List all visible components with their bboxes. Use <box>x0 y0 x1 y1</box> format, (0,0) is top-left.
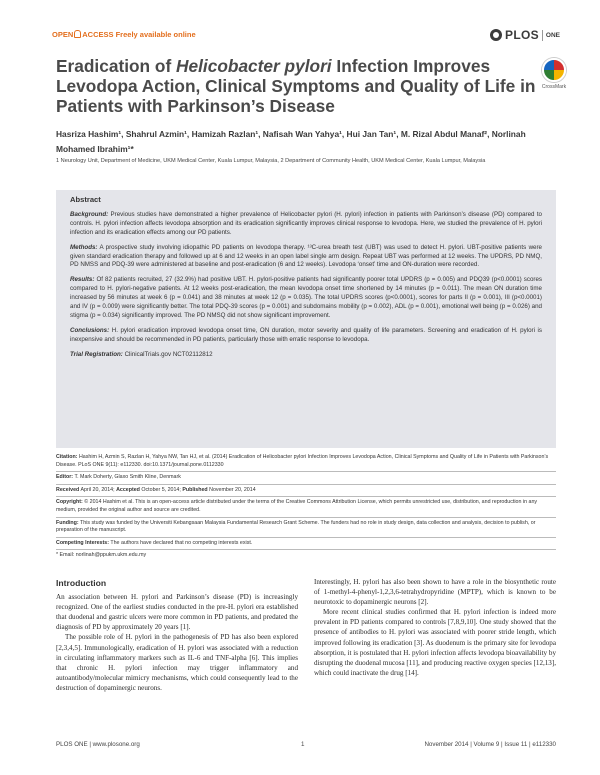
abstract-box <box>56 190 556 448</box>
journal-subname: ONE <box>545 31 560 39</box>
intro-paragraph: An association between H. pylori and Parkinson’s disease (PD) is increasingly recognized. One of the earliest studies conducted in the pre-H. pylori era established that duodenal and gastric ulcers were more common in PD patients, and predated the diagnosis of PD by approximately 20 years [1]. <box>56 593 298 632</box>
abstract-conclusions: Conclusions: H. pylori eradication improved levodopa onset time, ON duration, motor severity and quality of life parameters. Screening and eradication of H. pylori is inexpensive and should be recommended in PD patients, particularly those with erratic response to levodopa. <box>70 326 542 343</box>
dates: Received April 20, 2014; Accepted October 5, 2014; Published November 20, 2014 <box>56 485 556 498</box>
footer-issue-info: November 2014 | Volume 9 | Issue 11 | e112330 <box>424 741 556 748</box>
plos-one-logo[interactable] <box>490 28 560 42</box>
corresponding-email[interactable]: * Email: norlinah@ppukm.ukm.edu.my <box>56 552 147 559</box>
intro-paragraph: The possible role of H. pylori in the pathogenesis of PD has also been explored [2,3,4,5]. Immunologically, eradication of H. pylori was associated with a reduction in circulating inflammatory markers such as IL-6 and TNF-alpha [6]. This implies that chronic H. pylori infection may trigger inflammatory and autoantibody/molecular mimicry mechanisms, which could consequently lead to the destruction of dopaminergic neurons. <box>56 633 298 692</box>
logo-divider <box>542 30 543 41</box>
abstract-trial-registration: Trial Registration: ClinicalTrials.gov NCT02112812 <box>70 350 213 358</box>
crossmark-button[interactable] <box>540 58 568 90</box>
journal-name: PLOS <box>505 28 539 42</box>
copyright: Copyright: © 2014 Hashim et al. This is an open-access article distributed under the terms of the Creative Commons Attribution License, which permits unrestricted use, distribution, and reproduction in any medium, provided the original author and source are credited. <box>56 497 556 517</box>
intro-paragraph: Interestingly, H. pylori has also been shown to have a role in the biosynthetic route of 1-methyl-4-phenyl-1,2,3,6-tetrahydropyridine (MPTP), which is known to be neurotoxic to dopaminergic neurons [2]. <box>314 578 556 607</box>
competing-interests: Competing Interests: The authors have declared that no competing interests exist. <box>56 538 556 551</box>
intro-left-column <box>56 578 298 693</box>
article-title: Eradication of Helicobacter pylori Infection Improves Levodopa Action, Clinical Symptoms and Quality of Life in Patients with Parkinson’s Disease <box>56 56 536 116</box>
editor: Editor: T. Mark Doherty, Glaxo Smith Kline, Denmark <box>56 472 556 485</box>
journal-header <box>52 28 560 46</box>
intro-heading: Introduction <box>56 578 107 588</box>
author-list: Hasriza Hashim¹, Shahrul Azmin¹, Hamizah Razlan¹, Nafisah Wan Yahya¹, Hui Jan Tan¹, M. Rizal Abdul Manaf², Norlinah Mohamed Ibrahim¹* <box>56 129 526 154</box>
abstract-background: Background: Previous studies have demonstrated a higher prevalence of Helicobacter pylori (H. pylori) infection in patients with Parkinson’s disease (PD) compared to controls. H. pylori infection affects levodopa absorption and its eradication significantly improves clinical response to levodopa. Here, we studied the prevalence of H. pylori infection and its eradication effects among our PD patients. <box>70 210 542 236</box>
crossmark-icon <box>542 58 566 82</box>
plos-logo-icon <box>490 29 502 41</box>
page-number: 1 <box>301 741 305 748</box>
abstract-results: Results: Of 82 patients recruited, 27 (32.9%) had positive UBT. H. pylori-positive patients had significantly poorer total UPDRS (p = 0.005) and PDQ39 (p<0.0001) scores compared to H. pylori-negative patients. At 12 weeks post-eradication, the mean levodopa onset time shortened by 14 minutes (p = 0.011). The mean ON duration time increased by 56 minutes at week 6 (p = 0.041) and 38 minutes at week 12 (p = 0.035). The total UPDRS scores (p<0.0001), scores for parts II (p = 0.001), III (p<0.0001) and IV (p = 0.009) were significantly better. The total PDQ-39 scores (p = 0.001) and subdomains mobility (p = 0.002), ADL (p = 0.001), emotional well being (p = 0.026) and stigma (p = 0.034) significantly improved. The PD NMSQ did not show significant improvement. <box>70 276 542 319</box>
abstract-heading: Abstract <box>70 195 101 204</box>
affiliations: 1 Neurology Unit, Department of Medicine, UKM Medical Center, Kuala Lumpur, Malaysia, 2 Department of Community Health, UKM Medical Center, Kuala Lumpur, Malaysia <box>56 158 486 164</box>
intro-right-column <box>314 577 556 678</box>
citation: Citation: Hashim H, Azmin S, Razlan H, Yahya NW, Tan HJ, et al. (2014) Eradication of Helicobacter pylori Infection Improves Levodopa Action, Clinical Symptoms and Quality of Life in Patients with Parkinson’s Disease. PLoS ONE 9(11): e112330. doi:10.1371/journal.pone.0112330 <box>56 452 556 472</box>
article-metadata <box>56 452 556 562</box>
open-access-badge[interactable]: OPEN ACCESS Freely available online <box>52 30 196 39</box>
abstract-methods: Methods: A prospective study involving idiopathic PD patients on levodopa therapy. ¹³C-urea breath test (UBT) was used to detect H. pylori. UBT-positive patients were given standard eradication therapy and followed up at 6 and 12 weeks in an open label single arm design. Repeat UBT was performed at 12 weeks. The UPDRS, PD NMQ, PD NMSS and PDQ-39 were administered at baseline and post-eradication (6 and 12 weeks). Levodopa ‘onset’ time and ON-duration were recorded. <box>70 243 542 269</box>
funding: Funding: This study was funded by the Universiti Kebangsaan Malaysia Fundamental Research Grant Scheme. The funders had no role in study design, data collection and analysis, decision to publish, or preparation of the manuscript. <box>56 518 556 538</box>
footer-journal-link[interactable]: PLOS ONE | www.plosone.org <box>56 741 140 748</box>
crossmark-label: CrossMark <box>541 84 567 90</box>
intro-paragraph: More recent clinical studies confirmed that H. pylori infection is indeed more prevalent in PD patients compared to controls [7,8,9,10]. One study showed that the presence of antibodies to H. pylori was associated with poorer stride length, which improved following its eradication [3]. As duodenum is the primary site for levodopa absorption, it is postulated that H. pylori infection affects levodopa bioavailability by disrupting the duodenal mucosa [11], and producing reactive oxygen species [12,13], which could inactivate the drug [14]. <box>314 608 556 677</box>
open-lock-icon <box>74 30 81 38</box>
